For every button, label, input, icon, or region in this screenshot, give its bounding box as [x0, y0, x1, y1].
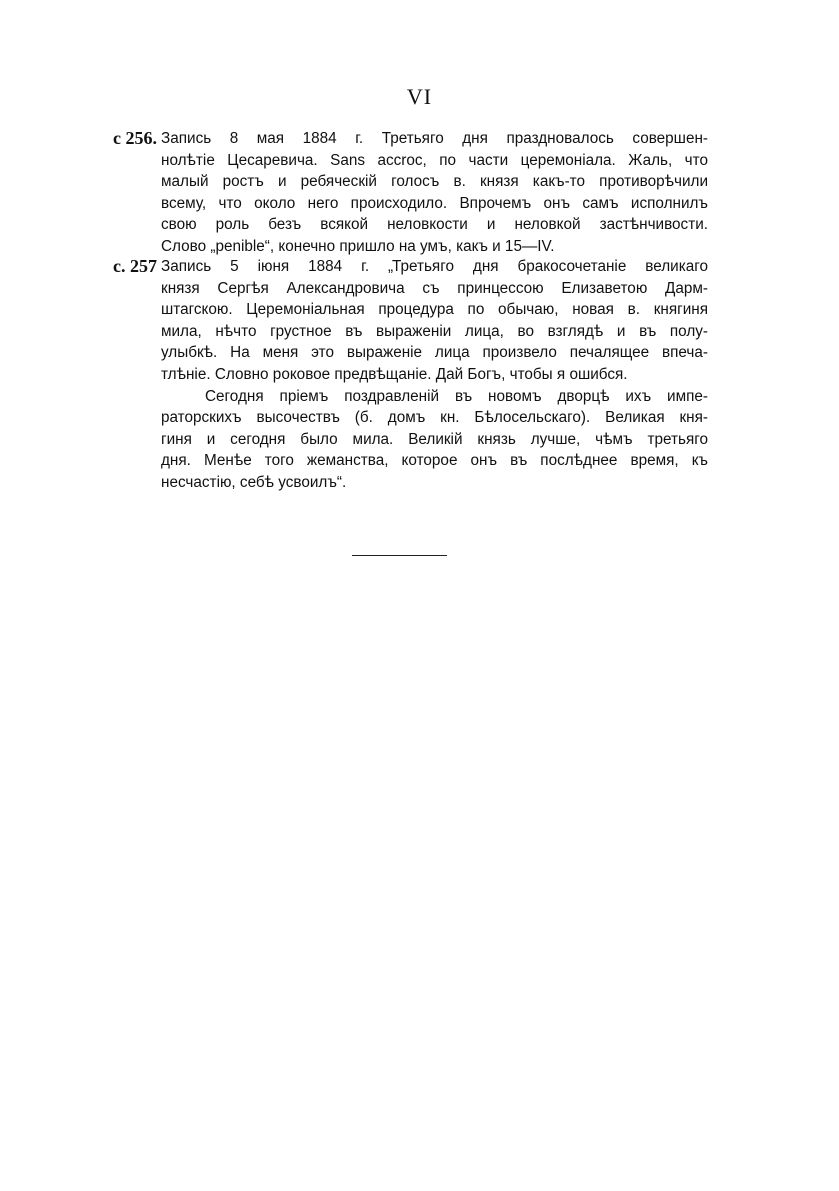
text-line: всему, что около него происходило. Впрочемъ онъ самъ исполнилъ [161, 194, 708, 212]
text-line: Слово „penible“, конечно пришло на умъ, какъ и 15—IV. [161, 237, 555, 255]
entry-257 [113, 256, 708, 494]
entry-text [161, 256, 708, 494]
page-reference: с 256. [113, 128, 157, 148]
text-line: штагскою. Церемоніальная процедура по обычаю, новая в. княгиня [161, 301, 708, 319]
entry-256 [113, 128, 708, 258]
page-number: VI [406, 84, 433, 109]
text-line: малый ростъ и ребяческій голосъ в. князя какъ-то противорѣчили [161, 173, 708, 191]
text-line: Запись 5 іюня 1884 г. „Третьяго дня бракосочетаніе великаго [161, 258, 708, 275]
text-line: свою роль безъ всякой неловкости и неловкой застѣнчивости. [161, 216, 708, 234]
text-line: раторскихъ высочествъ (б. домъ кн. Бѣлосельскаго). Великая кня- [161, 409, 708, 427]
text-line: тлѣніе. Словно роковое предвѣщаніе. Дай Богъ, чтобы я ошибся. [161, 365, 628, 383]
text-line: Запись 8 мая 1884 г. Третьяго дня праздновалось совершен- [161, 130, 708, 147]
section-divider [352, 555, 447, 556]
text-line: улыбкѣ. На меня это выраженіе лица произвело печалящее впеча- [161, 344, 708, 362]
page-reference: с. 257 [113, 256, 157, 276]
text-line: мила, нѣчто грустное въ выраженіи лица, во взглядѣ и въ полу- [161, 322, 708, 340]
text-line: князя Сергѣя Александровича съ принцессою Елизаветою Дарм- [161, 279, 708, 297]
text-line: несчастію, себѣ усвоилъ“. [161, 473, 347, 491]
text-line: гиня и сегодня было мила. Великій князь лучше, чѣмъ третьяго [161, 430, 708, 448]
text-line: нолѣтіе Цесаревича. Sans accroc, по части церемоніала. Жаль, что [161, 151, 708, 169]
text-line: дня. Менѣе того жеманства, которое онъ въ послѣднее время, къ [161, 452, 708, 470]
entry-text [161, 128, 708, 258]
text-line: Сегодня пріемъ поздравленій въ новомъ дворцѣ ихъ импе- [205, 387, 708, 405]
